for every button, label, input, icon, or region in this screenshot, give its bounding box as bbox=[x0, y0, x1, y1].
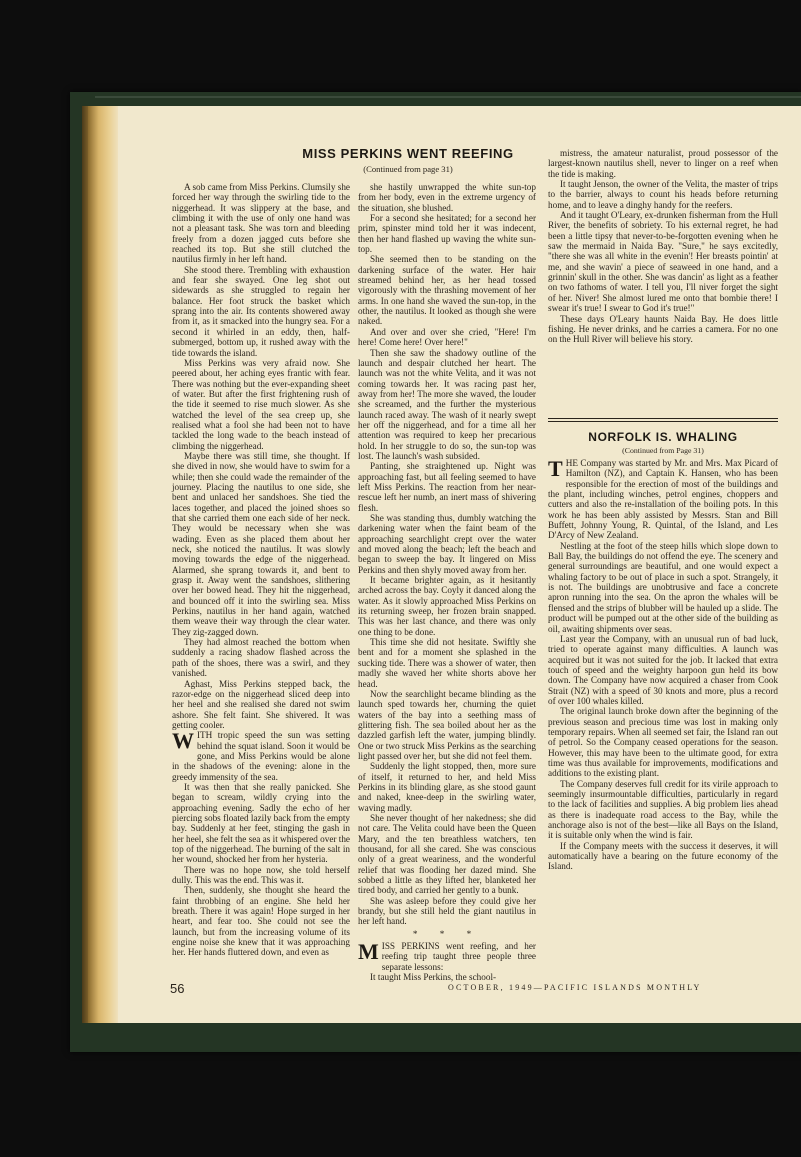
article-continued-note: (Continued from Page 31) bbox=[622, 446, 704, 455]
paragraph: She seemed then to be standing on the darkening surface of the water. Her hair streamed behind her, as her head tossed vigorously with the thrashing movement of her arms. In one hand she waved the sun-top, in the other, the nautilus. It looked as though she were naked. bbox=[358, 254, 536, 327]
paragraph: Panting, she straightened up. Night was approaching fast, but all feeling seemed to have left Miss Perkins. The reaction from her near-rescue left her numb, an inert mass of shivering flesh. bbox=[358, 461, 536, 513]
column-1 bbox=[172, 182, 350, 958]
page-gutter bbox=[88, 106, 118, 1023]
paragraph: If the Company meets with the success it deserves, it will automatically have a bearing on the future economy of the Island. bbox=[548, 840, 778, 872]
paragraph: Nestling at the foot of the steep hills which slope down to Ball Bay, the buildings do not offend the eye. The scenery and general surroundings are beautiful, and one would expect a whaling factory to be out of place in such a spot. Strangely, it is not. The buildings are unobtrusive and face a concrete apron running into the sea. On the apron the whales will be flensed and the strips of blubber will be hauled up a slide. The product will be pumped out at the other side of the building as oil, awaiting shipments over seas. bbox=[548, 540, 778, 634]
paragraph: She was standing thus, dumbly watching the darkening water when the faint beam of the approaching searchlight crept over the water and moved along the beach; left the beach and began to sweep the bay. It lingered on Miss Perkins and then shyly moved away from her. bbox=[358, 513, 536, 575]
magazine-page bbox=[118, 106, 801, 1023]
section-rule bbox=[548, 421, 778, 422]
paragraph: A sob came from Miss Perkins. Clumsily she forced her way through the swirling tide to the niggerhead. It was slippery at the base, and climbing it with the use of only one hand was not a pleasant task. She was torn and bleeding freely from a dozen jagged cuts before she reached its top. But she still clutched the nautilus firmly in her left hand. bbox=[172, 182, 350, 265]
paragraph: These days O'Leary haunts Naida Bay. He does little fishing. He never drinks, and he carries a camera. For no one on the Hull River will believe his story. bbox=[548, 313, 778, 345]
drop-cap-paragraph: MISS PERKINS went reefing, and her reefing trip taught three people three separate lessons: bbox=[358, 939, 536, 972]
column-3-lower bbox=[548, 458, 778, 872]
paragraph: It became brighter again, as it hesitantly arched across the bay. Coyly it danced along the water. As it slowly approached Miss Perkins on its returning sweep, her frozen brain snapped. This was her last chance, and there was only one thing to be done. bbox=[358, 575, 536, 637]
paragraph: Last year the Company, with an unusual run of bad luck, tried to operate against many difficulties. A launch was acquired but it was not suited for the job. It lacked that extra touch of speed and the weighty harpoon gun held its bow down. The Company have now acquired a chaser from Cook Strait (NZ) with a speed of 30 knots and more, plus a record of over 100 whales killed. bbox=[548, 633, 778, 706]
paragraph: And over and over she cried, "Here! I'm here! Come here! Over here!" bbox=[358, 326, 536, 348]
paragraph: They had almost reached the bottom when suddenly a racing shadow flashed across the path of the shoes, there was a swirl, and they vanished. bbox=[172, 637, 350, 679]
article-continued-note: (Continued from page 31) bbox=[363, 164, 453, 174]
paragraph: She stood there. Trembling with exhaustion and fear she swayed. One leg shot out sidewards as she struggled to regain her balance. Her foot struck the basket which sprang into the air. Its contents showered away from it, as it smacked into the hungry sea. For a second it whirled in an eddy, then, half-submerged, bottom up, it rushed away with the tide towards the island. bbox=[172, 264, 350, 358]
paragraph: She was asleep before they could give her brandy, but she still held the giant nautilus in her left hand. bbox=[358, 895, 536, 927]
paragraph: For a second she hesitated; for a second her prim, spinster mind told her it was indecent, then her hand flashed up waving the white sun-top. bbox=[358, 213, 536, 255]
paragraph: mistress, the amateur naturalist, proud possessor of the largest-known nautilus shell, never to linger on a reef when the tide is making. bbox=[548, 148, 778, 179]
section-break: * * * bbox=[412, 928, 482, 939]
paragraph: It was then that she really panicked. She began to scream, wildly crying into the approaching evening. Sadly the echo of her piercing sobs floated lazily back from the empty bay. Suddenly at her feet, stinging the gash in her heel, she felt the sea as it whispered over the top of the niggerhead. The burning of the salt in her wound, shocked her from her hysteria. bbox=[172, 781, 350, 865]
paragraph: This time she did not hesitate. Swiftly she bent and for a moment she splashed in the sucking tide. There was a shower of water, then madly she waved her white shorts above her head. bbox=[358, 637, 536, 689]
paragraph: There was no hope now, she told herself dully. This was the end. This was it. bbox=[172, 864, 350, 886]
column-3 bbox=[548, 148, 778, 345]
page-number: 56 bbox=[170, 981, 185, 996]
paragraph: Now the searchlight became blinding as the launch sped towards her, churning the quiet waters of the bay into a seething mass of glittering fish. The sea boiled about her as the dazzled garfish left the water, jumping blindly. One or two struck Miss Perkins as the searching light passed over her, but she did not feel them. bbox=[358, 688, 536, 761]
paragraph: The Company deserves full credit for its virile approach to seemingly insurmountable difficulties, particularly in regard to the lack of facilities and supplies. A big problem lies ahead as there is inadequate road access to the Bay, while the anchorage also is not of the best—like all Bays on the Island, it is suitable only when the wind is fair. bbox=[548, 778, 778, 841]
drop-cap: M bbox=[358, 939, 379, 965]
paragraph: Miss Perkins was very afraid now. She peered about, her aching eyes frantic with fear. There was nothing but the ever-expanding sheet of water. But after the first frightening rush of the tide it seemed to rise much slower. As she watched the level of the sea creep up, she realised what a fool she had been not to have tackled the long wade to the beach instead of climbing the niggerhead. bbox=[172, 357, 350, 451]
paragraph: She never thought of her nakedness; she did not care. The Velita could have been the Queen Mary, and the ten breathless watchers, ten thousand, for all she cared. She was conscious only of a great weariness, and the wonderful relief that was flooding her dazed mind. She sobbed a little as they lifted her, blanketed her tired body, and carried her gently to a bunk. bbox=[358, 812, 536, 896]
paragraph: Then she saw the shadowy outline of the launch and despair clutched her heart. The launch was not the white Velita, and it was not coming towards her. It was racing past her, away from her! The more she waved, the louder she screamed, and the further the mysterious launch raced away. The wash of it nearly swept her off the niggerhead, and for a time all her attention was required to keep her precarious hold. In her struggle to do so, the sun-top was lost. The launch's wash subsided. bbox=[358, 347, 536, 461]
paragraph: she hastily unwrapped the white sun-top from her body, even in the extreme urgency of the situation, she blushed. bbox=[358, 182, 536, 213]
drop-cap-paragraph: WITH tropic speed the sun was setting behind the squat island. Soon it would be gone, and Miss Perkins would be alone in the shadows of the evening: alone in the greedy immensity of the sea. bbox=[172, 728, 350, 782]
paragraph: Maybe there was still time, she thought. If she dived in now, she would have to swim for a while; then she could wade the remainder of the journey. Placing the nautilus to one side, she bent and unlaced her sandshoes. She tied the laces together, and placed the joined shoes so that she carried them one each side of her neck. They would be necessary when she was wading. Even as she placed them about her neck, she noticed the nautilus. It was slowly moving towards the edge of the niggerhead. Alarmed, she sprang towards it, and bent to grasp it. Away went the sandshoes, slithering over her bowed head. They hit the niggerhead, and bounced off it into the swirling sea. Miss Perkins, nautilus in her hand again, watched them weave their way through the clear water. They zig-zagged down. bbox=[172, 450, 350, 637]
paragraph: It taught Jenson, the owner of the Velita, the master of trips to the barrier, always to count his heads before returning home, and to leave a dinghy handy for the reefers. bbox=[548, 179, 778, 210]
drop-cap-paragraph: THE Company was started by Mr. and Mrs. Max Picard of Hamilton (NZ), and Captain K. Hansen, who has been responsible for the erection of most of the buildings and the plant, including winches, petrol engines, choppers and cutters and also the re-installation of the boiling pots. In this work he has been ably assisted by Messrs. Stan and Bill Buffett, Johnny Young, R. Quintal, of the Island, and Les D'Arcy of New Zealand. bbox=[548, 456, 778, 541]
paragraph: Then, suddenly, she thought she heard the faint throbbing of an engine. She held her breath. There it was again! Hope surged in her heart, and fear too. She could not see the launch, but from the increasing volume of its engine noise she knew that it was approaching her. Her hands fluttered down, and even as bbox=[172, 885, 350, 958]
paragraph: Suddenly the light stopped, then, more sure of itself, it returned to her, and held Miss Perkins in its blinding glare, as she stood gaunt and naked, knee-deep in the swirling water, waving madly. bbox=[358, 761, 536, 813]
paragraph: It taught Miss Perkins, the school- bbox=[370, 972, 497, 983]
column-2 bbox=[358, 182, 536, 982]
drop-cap: W bbox=[172, 728, 194, 754]
article-title: MISS PERKINS WENT REEFING bbox=[302, 146, 514, 161]
section-rule bbox=[548, 418, 778, 419]
article-title: NORFOLK IS. WHALING bbox=[588, 430, 738, 444]
paragraph: Aghast, Miss Perkins stepped back, the razor-edge on the niggerhead sliced deep into her heel and she realised she dared not swim ashore. She felt faint. She shivered. It was getting cooler. bbox=[172, 678, 350, 730]
binding-edge bbox=[95, 96, 801, 98]
paragraph: The original launch broke down after the beginning of the previous season and precious time was lost in making only temporary repairs. When all seemed set fair, the Island ran out of petrol. So the Company ceased operations for the season. However, this may have been to the ultimate good, for extra time was thus available for improvements, modifications and additions to the existing plant. bbox=[548, 706, 778, 779]
drop-cap: T bbox=[548, 456, 563, 481]
paragraph: And it taught O'Leary, ex-drunken fisherman from the Hull River, the benefits of sobriety. To his external regret, he had been a little tipsy that never-to-be-forgotten evening when he saw the mermaid in Naida Bay. "Sure," he says excitedly, "there she was all white in the evenin'! Her breasts pointin' at me, and she wavin' a piece of seaweed in one hand, and a grinnin' skull in the other. She was dancin' as light as a feather on two fathoms of water. I tell you, I'll niver forget the sight of her. Niver! She almost lured me onto that bombie there! I swear it's true! I swear to God it's true!" bbox=[548, 210, 778, 314]
magazine-footer: OCTOBER, 1949—PACIFIC ISLANDS MONTHLY bbox=[448, 983, 702, 992]
